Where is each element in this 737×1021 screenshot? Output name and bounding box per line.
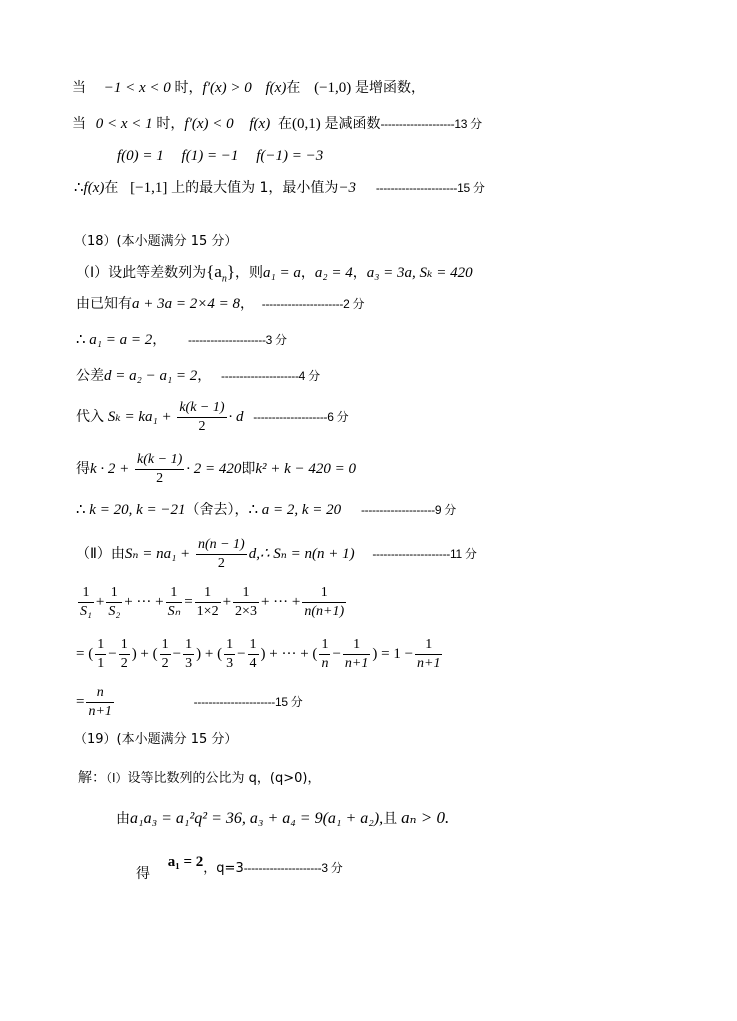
p18-result: = $\frac{n}{n+1}$ ----------------------15 分	[76, 685, 303, 720]
line-decreasing: 当 0 < x < 1 时，f′(x) < 0 f(x) 在(0,1) 是减函数--------------------13 分	[72, 116, 482, 132]
section-18-heading: （18）(本小题满分 15 分）	[74, 234, 238, 249]
p18-diff: 公差d = a₂ − a₁ = 2， ---------------------4 分	[76, 368, 320, 384]
p18-part1: （Ⅰ）设此等差数列为$\{a_n\}$，则a₁ = a，a₂ = 4，a₃ = 3a, Sₖ = 420	[76, 262, 473, 285]
p18-sub: 代入 Sₖ = ka₁ + $\frac{k(k - 1)}{2}$ · d --------------------6 分	[76, 400, 349, 435]
fraction: $\frac{k(k - 1)}{2}$	[179, 400, 225, 435]
p18-known: 由已知有a + 3a = 2×4 = 8， ----------------------2 分	[76, 296, 365, 312]
p18-telescope: = ( $\frac{1}{1}$ − $\frac{1}{2}$ ) + ( $\frac{1}{2}$ − $\frac{1}{3}$ ) + ( $\frac{1}{3}$ − $\frac{1}{4}$ ) + ··· + ( $\frac{1}{n}$ − $\frac{1}{n+1}$ ) = 1 − $\frac{1}{n+1}$	[76, 637, 441, 672]
fraction: $\frac{n(n - 1)}{2}$	[197, 537, 245, 572]
p18-part2: （Ⅱ）由Sₙ = na₁ + $\frac{n(n - 1)}{2}$ d,∴ Sₙ = n(n + 1) ---------------------11 分	[76, 537, 477, 572]
p19-result: 得 a₁ = 2，q=3---------------------3 分	[136, 854, 343, 882]
p18-a1: ∴ a₁ = a = 2， ---------------------3 分	[76, 332, 287, 348]
p19-given: 由a₁a₃ = a₁²q² = 36, a₃ + a₄ = 9(a₁ + a₂),且 aₙ > 0.	[116, 808, 450, 827]
fraction: $\frac{k(k - 1)}{2}$	[137, 452, 183, 487]
p18-sum: $\frac{1}{\text{S₁}}$ + $\frac{1}{\text{S₂}}$ + ··· + $\frac{1}{\text{Sₙ}}$ = $\frac{1}{1\times 2}$ + $\frac{1}{2\times 3}$ + ··· + $\frac{1}{n(n+1)}$	[80, 585, 345, 620]
p18-equation: 得k · 2 + $\frac{k(k - 1)}{2}$ · 2 = 420即k² + k − 420 = 0	[76, 452, 357, 487]
line-max-min: ∴f(x)在 [−1,1] 上的最大值为 1，最小值为−3 ----------------------15 分	[74, 180, 485, 196]
line-increasing: 当 −1 < x < 0 时，f′(x) > 0 f(x)在 (−1,0) 是增函数，	[72, 80, 426, 96]
p19-part1: 解：$^{(Ⅰ)}$设等比数列的公比为 q，(q>0)，	[78, 770, 321, 786]
line-values: f(0) = 1 f(1) = −1 f(−1) = −3	[117, 148, 324, 164]
p18-k: ∴ k = 20, k = −21（舍去），∴ a = 2, k = 20 --------------------9 分	[76, 502, 456, 518]
section-19-heading: （19）(本小题满分 15 分）	[74, 732, 238, 747]
